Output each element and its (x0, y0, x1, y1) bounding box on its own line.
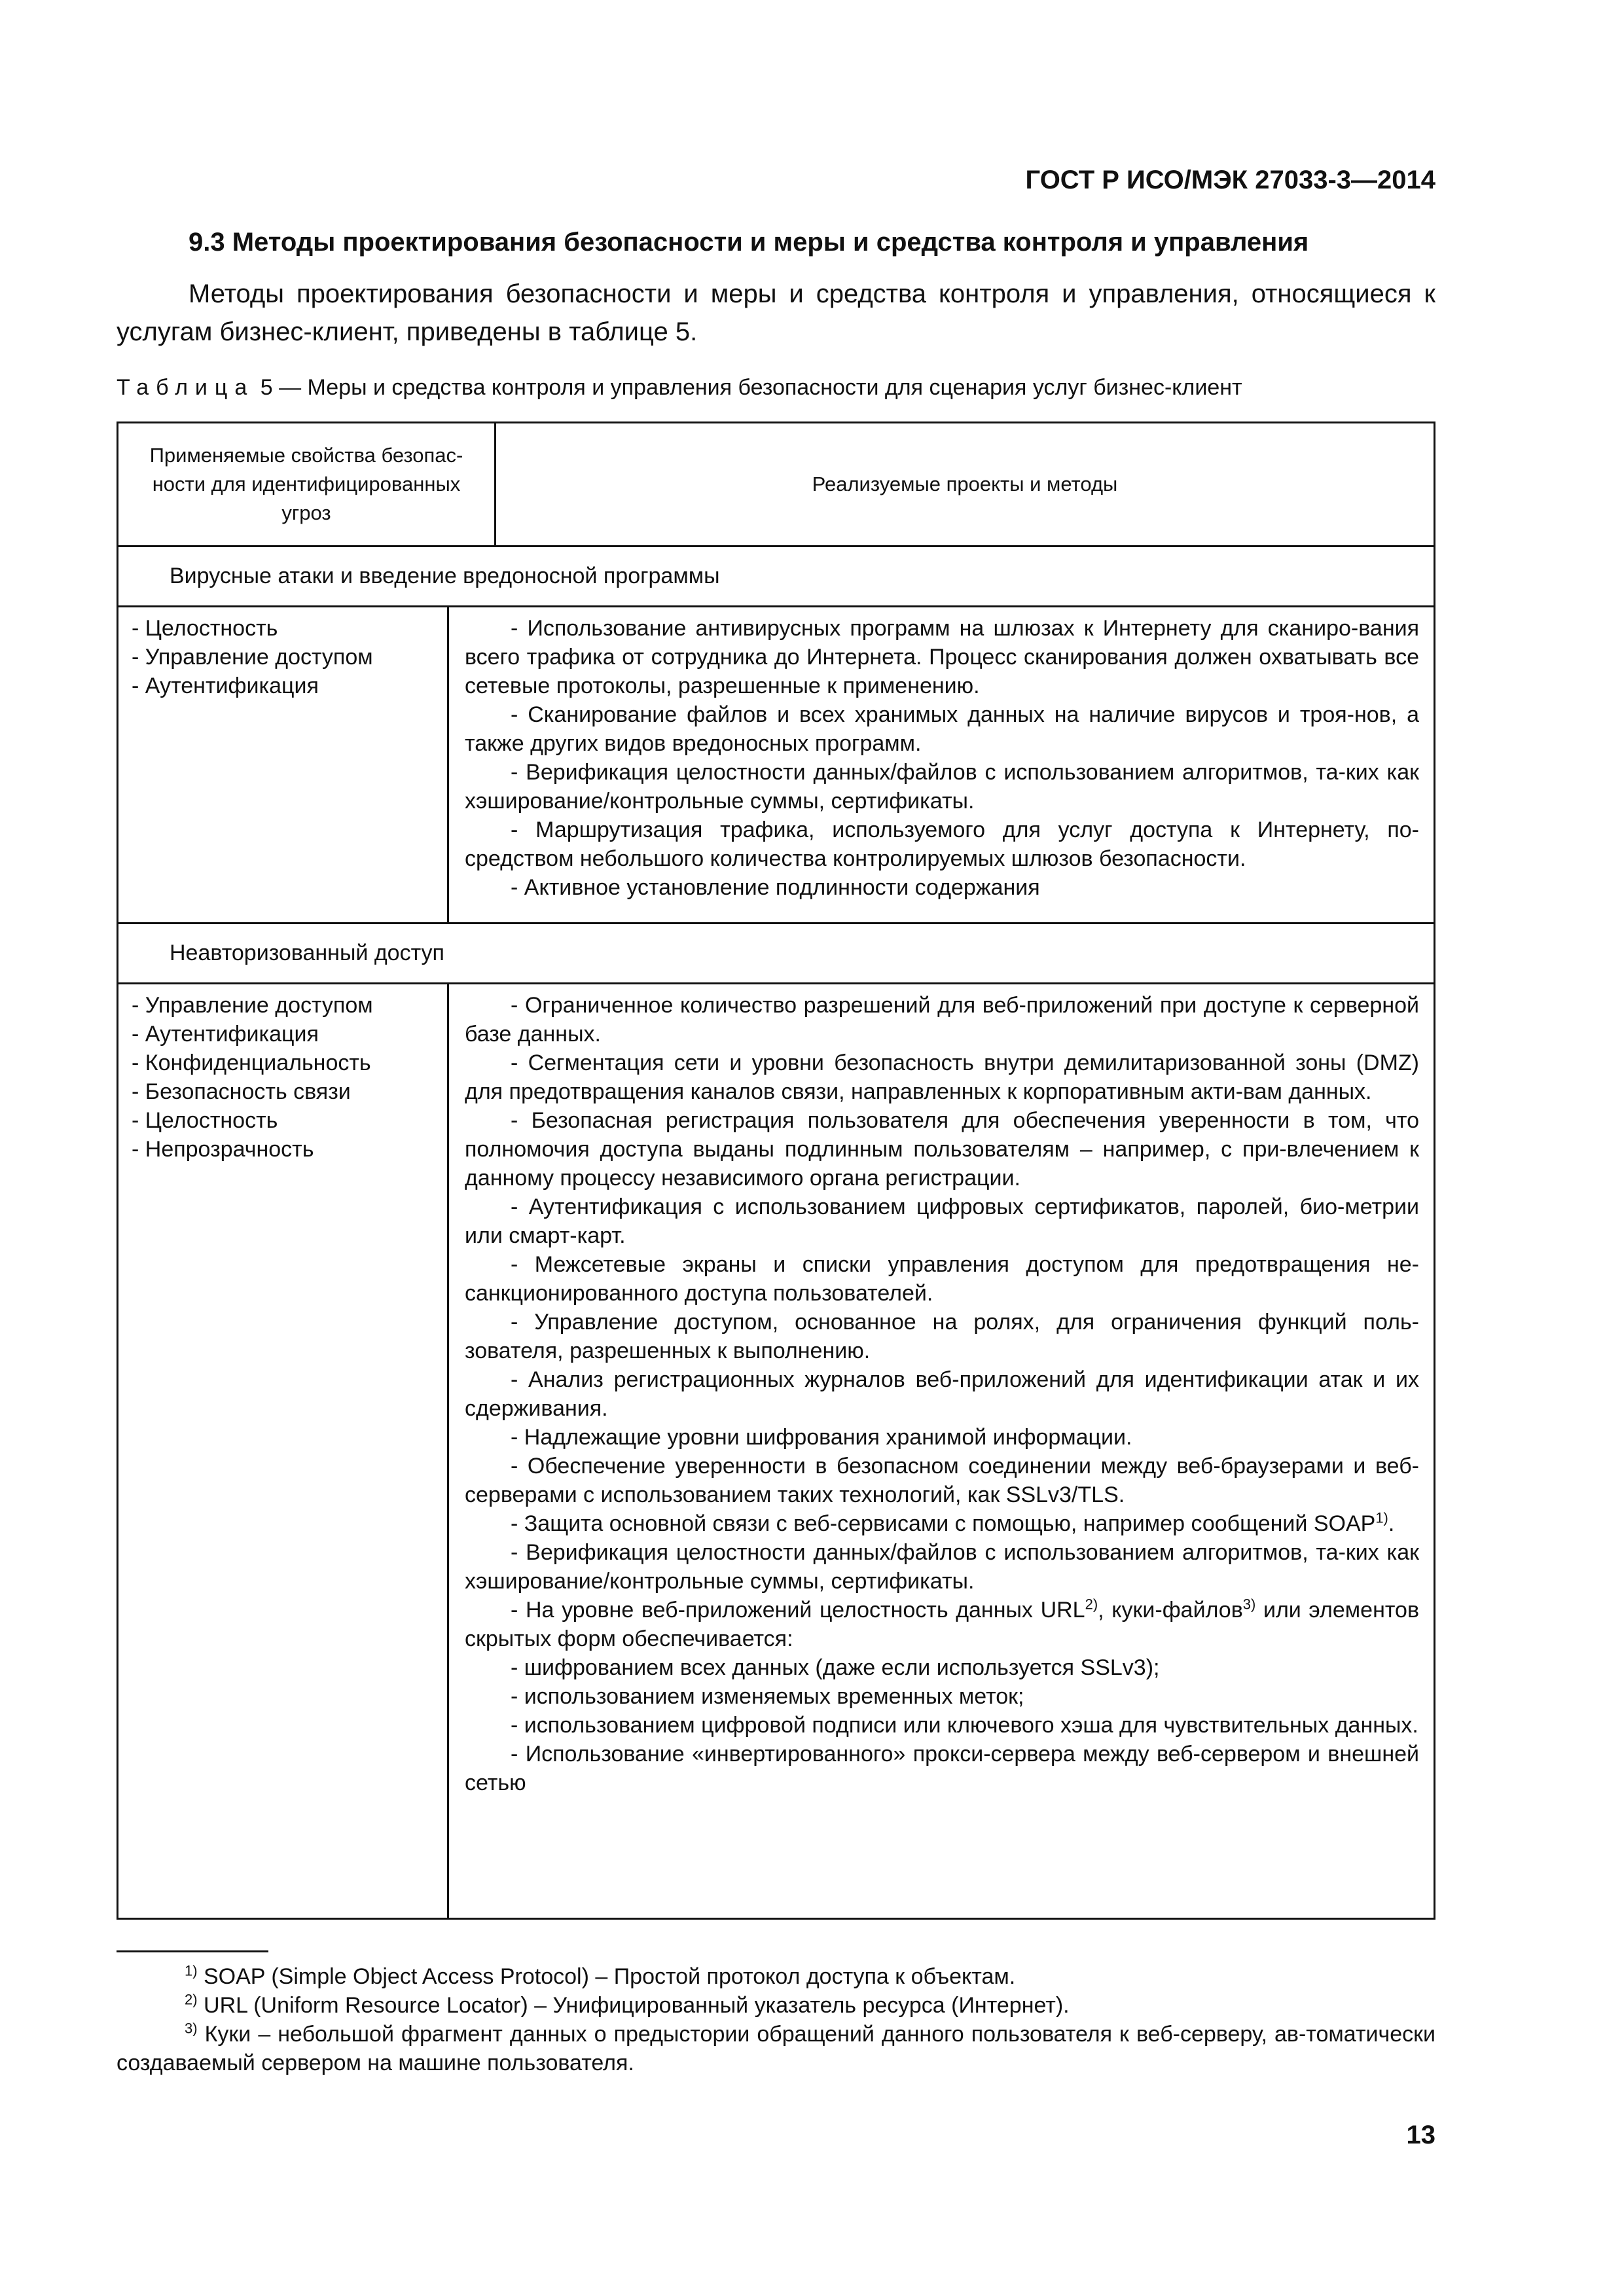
measure-item: - Активное установление подлинности содержания (511, 875, 1040, 900)
footnotes (117, 1962, 1435, 2077)
measures-cell (449, 607, 1434, 922)
table-caption-label: Таблица (117, 375, 255, 400)
standard-header: ГОСТ Р ИСО/МЭК 27033-3—2014 (1025, 166, 1435, 194)
table-caption-text: 5 — Меры и средства контроля и управления безопасности для сценария услуг бизнес-клиент (254, 375, 1242, 400)
footnote-ref-3: 3) (1242, 1596, 1256, 1613)
cookie-measure-text: , куки-файлов (1098, 1598, 1243, 1623)
sub-item: - использованием изменяемых временных меток; (511, 1684, 1024, 1709)
footnote-2 (117, 1991, 1435, 2020)
footnote-separator (117, 1950, 268, 1952)
property-item: - Непрозрачность (132, 1137, 314, 1162)
footnote-mark: 1) (185, 1962, 198, 1979)
measure-item: - Аутентификация с использованием цифровых сертификатов, паролей, био-метрии или смарт-карт. (465, 1194, 1419, 1248)
group-title-virus: Вирусные атаки и введение вредоносной программы (118, 547, 1434, 607)
footnote-1 (117, 1962, 1435, 1991)
measure-item: - Ограниченное количество разрешений для веб-приложений при доступе к серверной базе данных. (465, 993, 1419, 1047)
property-item: - Конфиденциальность (132, 1050, 371, 1075)
property-item: - Управление доступом (132, 993, 373, 1018)
footnote-3 (117, 2020, 1435, 2077)
group-title-unauthorized: Неавторизованный доступ (118, 924, 1434, 984)
footnote-mark: 2) (185, 1991, 198, 2008)
property-item: - Безопасность связи (132, 1079, 351, 1104)
measure-item-soap: - Защита основной связи с веб-сервисами с помощью, например сообщений SOAP$^{1)}$. (511, 1509, 1395, 1536)
soap-measure-text: - Защита основной связи с веб-сервисами с помощью, например сообщений SOAP (511, 1511, 1376, 1536)
forms-measure-text: или элементов скрытых форм обеспечивается: (465, 1598, 1420, 1651)
measure-item-url (465, 1596, 1419, 1653)
measures-table (117, 422, 1435, 1920)
measure-item: - Сканирование файлов и всех хранимых данных на наличие вирусов и троя-нов, а также других видов вредоносных программ. (465, 702, 1419, 756)
property-item: - Аутентификация (132, 1022, 319, 1047)
url-measure-text: - На уровне веб-приложений целостность данных URL (511, 1598, 1085, 1623)
footnote-text: Куки – небольшой фрагмент данных о предыстории обращений данного пользователя к веб-серверу, ав-томатически создаваемый сервером на машине пользователя. (117, 2022, 1435, 2075)
sub-item: - использованием цифровой подписи или ключевого хэша для чувствительных данных. (511, 1713, 1418, 1738)
measure-item: - Сегментация сети и уровни безопасность внутри демилитаризованной зоны (DMZ) для предотвращения каналов связи, направленных к корпоративным акти-вам данных. (465, 1050, 1419, 1104)
measure-item: - Надлежащие уровни шифрования хранимой информации. (511, 1425, 1132, 1450)
footnote-ref-2: 2) (1085, 1596, 1098, 1613)
table-row-unauthorized (118, 984, 1434, 1918)
header-properties: Применяемые свойства безопас-ности для идентифицированных угроз (118, 423, 496, 545)
measure-item: - Маршрутизация трафика, используемого для услуг доступа к Интернету, по-средством небольшого количества контролируемых шлюзов безопасности. (465, 817, 1419, 871)
measure-item: - Верификация целостности данных/файлов с использованием алгоритмов, та-ких как хэширование/контрольные суммы, сертификаты. (465, 1540, 1419, 1594)
measures-cell (449, 984, 1434, 1918)
table-caption (117, 373, 1435, 402)
section-intro: Методы проектирования безопасности и меры и средства контроля и управления, относящиеся к услугам бизнес-клиент, приведены в таблице 5. (117, 279, 1435, 346)
properties-cell (118, 607, 449, 922)
properties-cell (118, 984, 449, 1918)
property-item: - Управление доступом (132, 645, 373, 670)
property-item: - Аутентификация (132, 673, 319, 698)
measure-item: - Верификация целостности данных/файлов с использованием алгоритмов, та-ких как хэширование/контрольные суммы, сертификаты. (465, 760, 1419, 814)
footnote-ref-1: 1) (1375, 1509, 1388, 1526)
footnote-mark: 3) (185, 2020, 198, 2037)
page-number: 13 (1406, 2121, 1435, 2149)
measure-item: - Безопасная регистрация пользователя для обеспечения уверенности в том, что полномочия доступа выданы подлинным пользователям – например, с при-влечением к данному процессу независимого органа регистрации. (465, 1108, 1419, 1191)
property-item: - Целостность (132, 1108, 278, 1133)
measure-item: - Использование «инвертированного» прокси-сервера между веб-сервером и внешней сетью (465, 1742, 1419, 1795)
table-header-row (118, 423, 1434, 547)
header-methods: Реализуемые проекты и методы (812, 473, 1118, 495)
measure-item: - Использование антивирусных программ на шлюзах к Интернету для сканиро-вания всего трафика от сотрудника до Интернета. Процесс сканирования должен охватывать все сетевые протоколы, разрешенные к применению. (465, 616, 1419, 698)
measure-item: - Анализ регистрационных журналов веб-приложений для идентификации атак и их сдерживания. (465, 1367, 1419, 1421)
section-title: 9.3 Методы проектирования безопасности и меры и средства контроля и управления (189, 228, 1309, 257)
table-row-virus (118, 607, 1434, 924)
sub-item: - шифрованием всех данных (даже если используется SSLv3); (511, 1655, 1160, 1680)
measure-item: - Управление доступом, основанное на ролях, для ограничения функций поль-зователя, разрешенных к выполнению. (465, 1310, 1419, 1363)
property-item: - Целостность (132, 616, 278, 641)
measure-item: - Межсетевые экраны и списки управления доступом для предотвращения не-санкционированного доступа пользователей. (465, 1252, 1419, 1306)
measure-item: - Обеспечение уверенности в безопасном соединении между веб-браузерами и веб-серверами с использованием таких технологий, как SSLv3/TLS. (465, 1454, 1419, 1507)
footnote-text: URL (Uniform Resource Locator) – Унифицированный указатель ресурса (Интернет). (197, 1993, 1070, 2018)
footnote-text: SOAP (Simple Object Access Protocol) – Простой протокол доступа к объектам. (197, 1964, 1016, 1989)
